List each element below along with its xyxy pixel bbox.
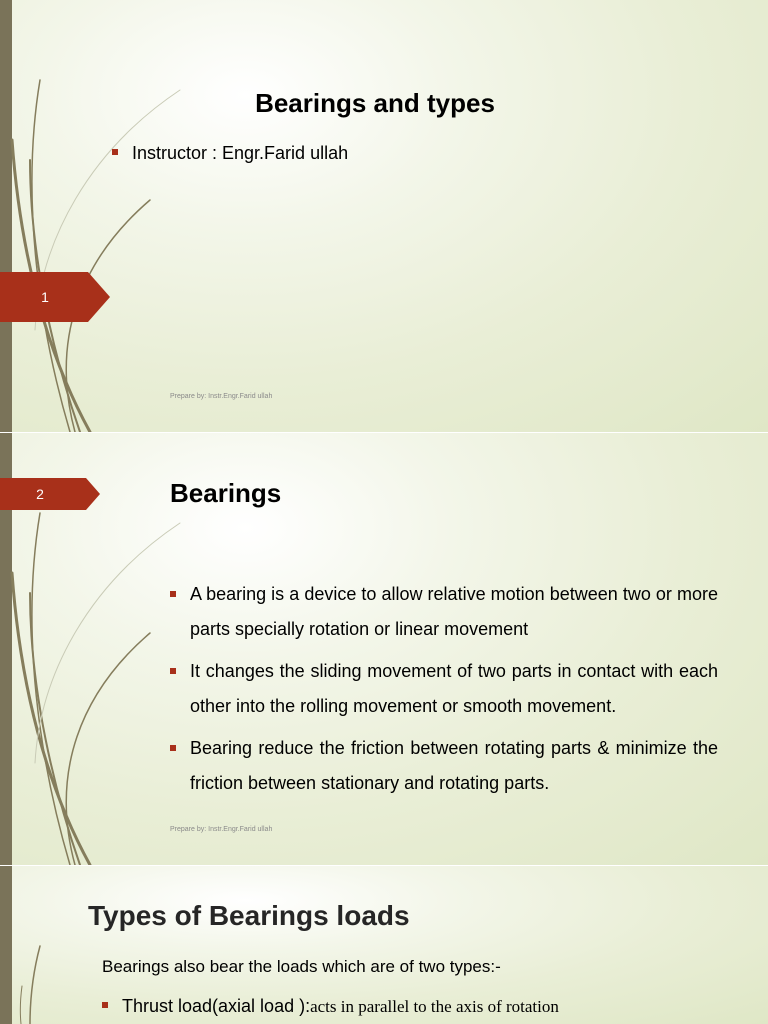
bullet-marker — [170, 745, 176, 751]
bullet-marker — [102, 1002, 108, 1008]
slide-number: 1 — [41, 289, 49, 305]
bullet-marker — [112, 149, 118, 155]
bullet-item — [170, 731, 718, 801]
slide-title: Bearings and types — [255, 88, 495, 118]
bullet-text: It changes the sliding movement of two parts in contact with each other into the rolling movement or smooth movement. — [190, 661, 718, 716]
bullet-label: Thrust load(axial load ): — [122, 996, 311, 1016]
slide-title: Types of Bearings loads — [88, 900, 410, 931]
bullet-item — [102, 996, 559, 1017]
bullet-marker — [170, 668, 176, 674]
bullet-text: Bearing reduce the friction between rotating parts & minimize the friction between stationary and rotating parts. — [190, 738, 718, 793]
bullet-item — [170, 654, 718, 724]
slide-footer: Prepare by: Instr.Engr.Farid ullah — [170, 826, 273, 833]
bullet-item — [170, 577, 718, 647]
slide-intro: Bearings also bear the loads which are of two types:- — [102, 957, 501, 976]
bullet-detail: acts in parallel to the axis of rotation — [310, 997, 559, 1016]
slide-2 — [0, 433, 768, 865]
bullet-marker — [170, 591, 176, 597]
slide-footer: Prepare by: Instr.Engr.Farid ullah — [170, 393, 273, 400]
decorative-swirl — [0, 0, 200, 432]
slide-title: Bearings — [170, 478, 282, 508]
slide-number: 2 — [36, 486, 44, 502]
slide-3 — [0, 866, 768, 1024]
bullet-item — [112, 143, 348, 164]
bullet-text: A bearing is a device to allow relative motion between two or more parts specially rotation or linear movement — [190, 584, 718, 639]
slide-1 — [0, 0, 768, 432]
bullet-text: Instructor : Engr.Farid ullah — [132, 143, 349, 163]
